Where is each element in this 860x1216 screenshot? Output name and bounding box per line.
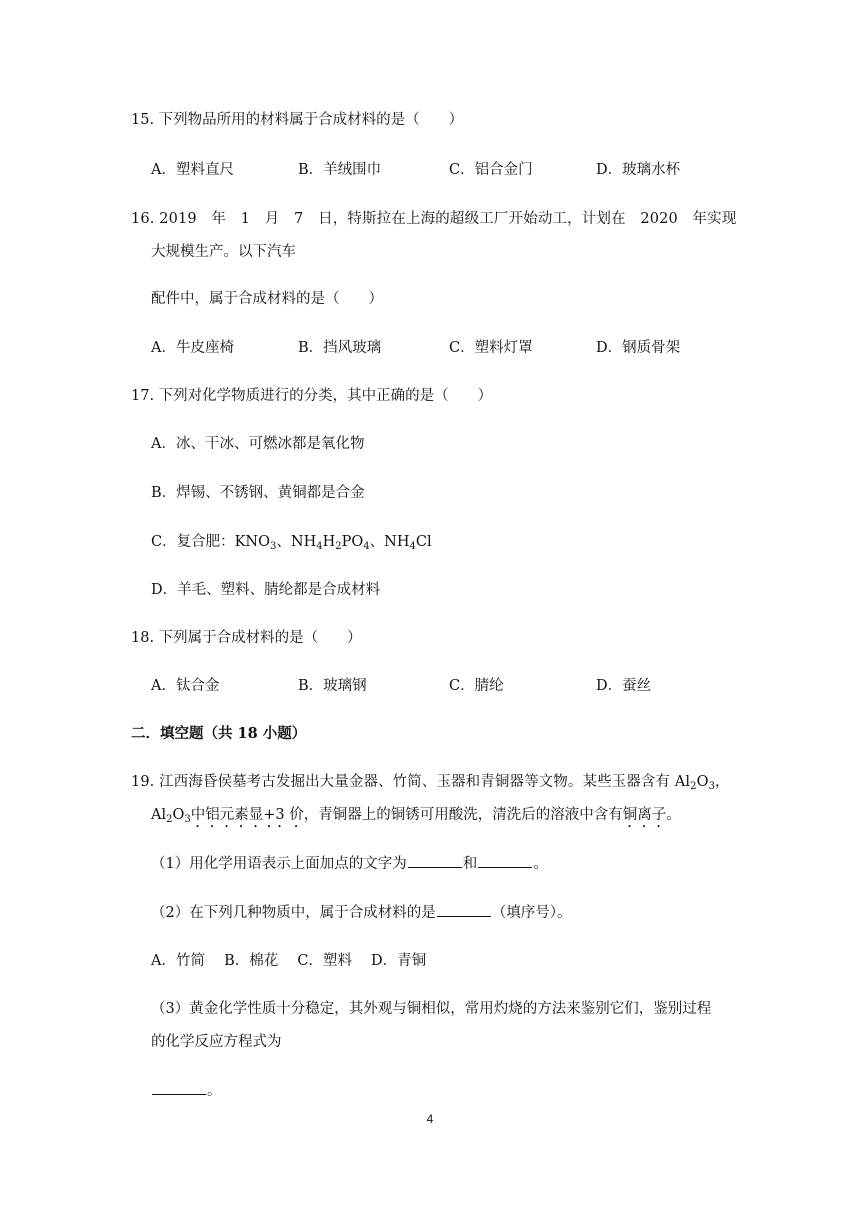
answer-blank-1[interactable] xyxy=(408,853,462,868)
dotted-text-copper-ion: 铜离子 xyxy=(622,807,667,823)
q15-option-c: C．铝合金门 xyxy=(449,162,533,178)
q19-sub3-answer: 。 xyxy=(151,1080,222,1101)
q18-stem: 18. 下列属于合成材料的是（ ） xyxy=(131,630,362,646)
q16-stem-line1: 16. 2019 年 1 月 7 日，特斯拉在上海的超级工厂开始动工，计划在 2020 年实现 xyxy=(131,211,737,227)
q18-option-c: C．腈纶 xyxy=(449,678,504,694)
q15-option-a: A．塑料直尺 xyxy=(151,162,234,178)
q18-option-d: D．蚕丝 xyxy=(596,678,652,694)
q16-option-a: A．牛皮座椅 xyxy=(151,340,234,356)
q18-option-b: B．玻璃钢 xyxy=(298,678,367,694)
q15-stem: 15. 下列物品所用的材料属于合成材料的是（ ） xyxy=(131,112,464,128)
q15-option-b: B．羊绒围巾 xyxy=(298,162,382,178)
answer-blank-4[interactable] xyxy=(152,1080,206,1095)
q18-option-a: A．钛合金 xyxy=(151,678,220,694)
q16-option-c: C．塑料灯罩 xyxy=(449,340,533,356)
q19-stem-line1: 19. 江西海昏侯墓考古发掘出大量金器、竹简、玉器和青铜器等文物。某些玉器含有 $Al_2O_3$， xyxy=(131,774,730,792)
dotted-text-aluminum-valence: 中铝元素显+3 价 xyxy=(190,807,304,823)
q17-option-c: C．复合肥：$KNO_3$、$NH_4H_2PO_4$、$NH_4Cl$ xyxy=(151,534,432,552)
q16-stem-line3: 配件中，属于合成材料的是（ ） xyxy=(151,291,383,307)
answer-blank-2[interactable] xyxy=(478,853,532,868)
q19-sub2-options: A．竹简 B．棉花 C．塑料 D．青铜 xyxy=(151,953,427,969)
q16-option-b: B．挡风玻璃 xyxy=(298,340,382,356)
q19-sub3-line2: 的化学反应方程式为 xyxy=(151,1034,282,1050)
answer-blank-3[interactable] xyxy=(437,902,491,917)
q16-option-d: D．钢质骨架 xyxy=(596,340,681,356)
q15-option-d: D．玻璃水杯 xyxy=(596,162,681,178)
q17-stem: 17. 下列对化学物质进行的分类，其中正确的是（ ） xyxy=(131,388,493,404)
q19-sub2: （2）在下列几种物质中，属于合成材料的是 （填序号）。 xyxy=(151,902,571,923)
q17-option-d: D．羊毛、塑料、腈纶都是合成材料 xyxy=(151,582,381,598)
section-heading: 二．填空题（共 18 小题） xyxy=(131,725,307,742)
page-number: 4 xyxy=(426,1112,434,1126)
q17-option-a: A．冰、干冰、可燃冰都是氧化物 xyxy=(151,436,365,452)
q19-sub3-line1: （3）黄金化学性质十分稳定，其外观与铜相似，常用灼烧的方法来鉴别它们，鉴别过程 xyxy=(151,1001,712,1017)
q19-stem-line2: $Al_2O_3$中铝元素显+3 价，青铜器上的铜锈可用酸洗，清洗后的溶液中含有铜离子。 xyxy=(151,807,681,825)
q16-stem-line2: 大规模生产。以下汽车 xyxy=(151,244,296,260)
q19-sub1: （1）用化学用语表示上面加点的文字为 和 。 xyxy=(151,853,548,874)
q17-option-b: B．焊锡、不锈钢、黄铜都是合金 xyxy=(151,485,365,501)
